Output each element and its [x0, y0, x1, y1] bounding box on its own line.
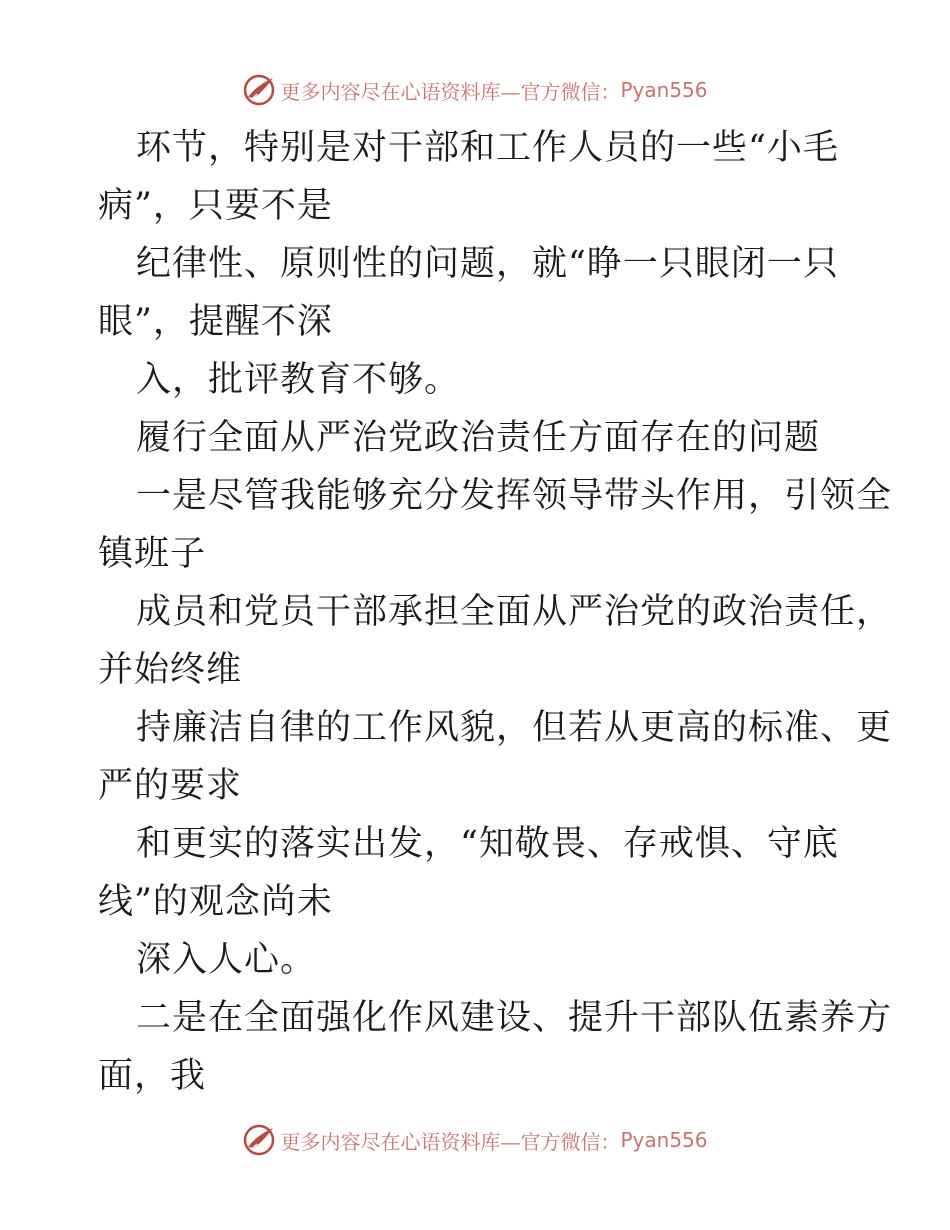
watermark-wechat-id: Pyan556 — [620, 78, 708, 102]
watermark-text: 更多内容尽在心语资料库—官方微信： — [280, 1129, 621, 1154]
text-line: 严的要求 — [98, 766, 243, 806]
header-watermark — [0, 70, 950, 110]
text-line: 和更实的落实出发，“知敬畏、存戒惧、守底 — [136, 824, 839, 864]
quill-pen-icon — [242, 73, 276, 107]
text-line: 环节，特别是对干部和工作人员的一些“小毛 — [136, 128, 839, 168]
text-line: 并始终维 — [98, 650, 243, 690]
text-line: 成员和党员干部承担全面从严治党的政治责任， — [136, 592, 893, 632]
text-line: 深入人心。 — [136, 940, 317, 980]
watermark-wechat-id: Pyan556 — [620, 1128, 708, 1152]
text-line: 入，批评教育不够。 — [136, 360, 461, 400]
watermark-text: 更多内容尽在心语资料库—官方微信： — [280, 79, 621, 104]
text-line: 线”的观念尚未 — [98, 882, 333, 922]
text-line: 眼”，提醒不深 — [98, 302, 333, 342]
text-line: 面，我 — [98, 1056, 207, 1096]
footer-watermark — [0, 1120, 950, 1160]
quill-pen-icon — [242, 1123, 276, 1157]
text-line: 镇班子 — [98, 534, 207, 574]
text-line: 纪律性、原则性的问题，就“睁一只眼闭一只 — [136, 244, 839, 284]
text-line: 一是尽管我能够充分发挥领导带头作用，引领全 — [136, 476, 893, 516]
text-line: 履行全面从严治党政治责任方面存在的问题 — [136, 418, 821, 458]
text-line: 二是在全面强化作风建设、提升干部队伍素养方 — [136, 998, 893, 1038]
text-line: 持廉洁自律的工作风貌，但若从更高的标准、更 — [136, 708, 893, 748]
text-line: 病”，只要不是 — [98, 186, 333, 226]
